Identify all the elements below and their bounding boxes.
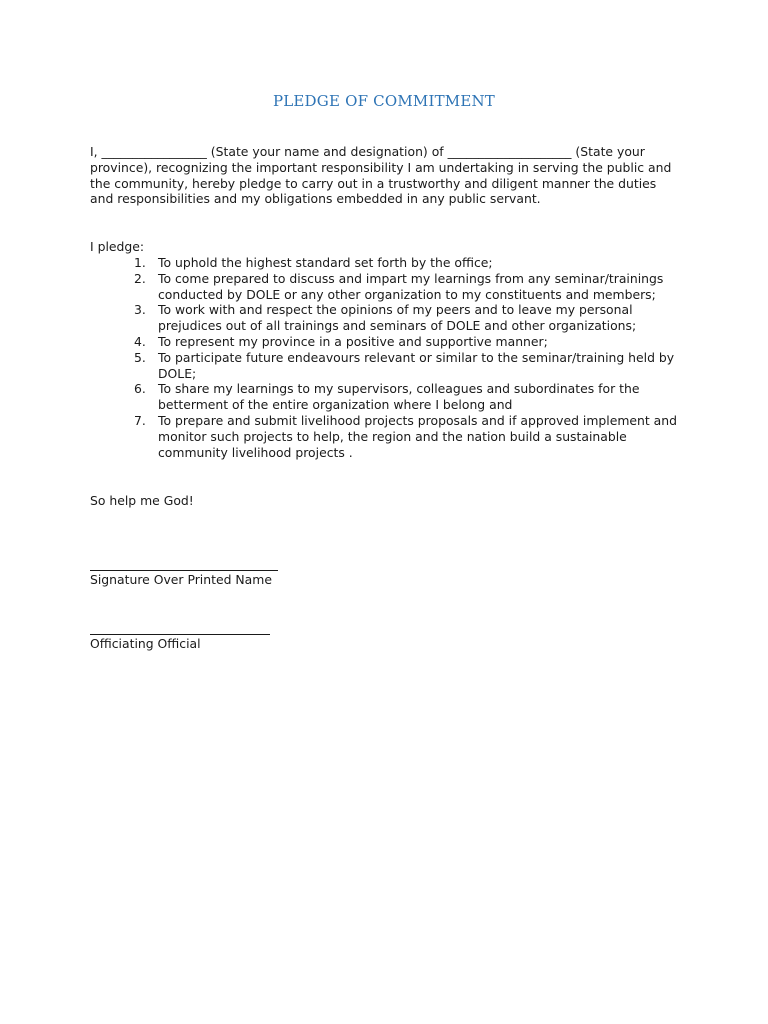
pledge-number: 2. [134,270,146,286]
pledge-number: 5. [134,349,146,365]
pledge-text: To uphold the highest standard set forth by the office; [158,255,493,270]
pledge-item [90,381,690,413]
closing-line: So help me God! [90,493,194,508]
signature-label: Signature Over Printed Name [90,572,272,587]
pledge-text: To represent my province in a positive and supportive manner; [158,333,548,349]
pledge-list [90,255,690,460]
document-title: PLEDGE OF COMMITMENT [272,92,496,110]
pledge-number: 7. [134,412,146,428]
pledge-number: 1. [134,255,146,270]
officiating-signature-line [90,634,270,635]
signature-line [90,570,278,571]
intro-paragraph: I, _________________ (State your name and designation) of ____________________ (State your province), recognizing the important responsibility I am undertaking in serving the public and the community, hereby pledge to carry out in a trustworthy and diligent manner the duties and responsibilities and my obligations embedded in any public servant. [90,144,672,207]
pledge-text: To come prepared to discuss and impart my learnings from any seminar/trainings conducted by DOLE or any other organization to my constituents and members; [158,270,664,302]
pledge-number: 6. [134,381,146,397]
pledge-text: To work with and respect the opinions of my peers and to leave my personal prejudices out of all trainings and seminars of DOLE and other organizations; [158,302,637,334]
pledge-text: To prepare and submit livelihood projects proposals and if approved implement and monitor such projects to help, the region and the nation build a sustainable community livelihood projects . [158,412,677,460]
pledge-number: 3. [134,302,146,318]
pledge-text: To share my learnings to my supervisors, colleagues and subordinates for the betterment of the entire organization where I belong and [158,381,640,413]
pledge-text: To participate future endeavours relevant or similar to the seminar/training held by DOLE; [158,349,675,381]
pledge-item [90,334,690,350]
pledge-item [90,271,690,303]
pledge-item [90,302,690,334]
pledge-number: 4. [134,333,146,349]
pledge-item [90,255,690,271]
pledge-item [90,350,690,382]
officiating-label: Officiating Official [90,636,201,651]
pledge-label: I pledge: [90,239,145,254]
pledge-item [90,413,690,460]
